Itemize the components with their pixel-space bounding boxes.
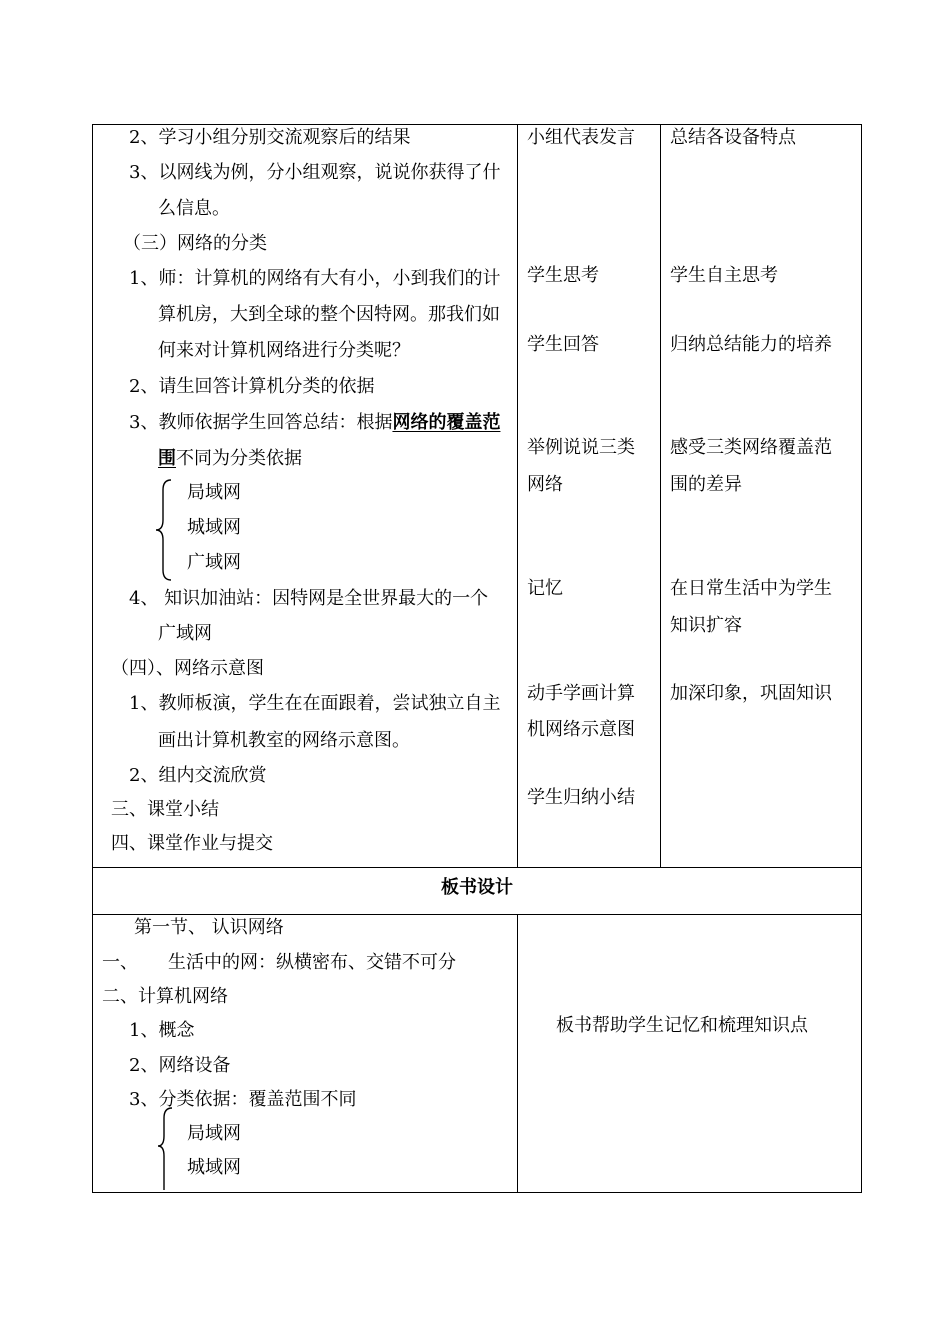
section-heading: 四、课堂作业与提交 bbox=[111, 833, 273, 854]
board-column-divider bbox=[517, 914, 518, 1193]
activity-line: 2、学习小组分别交流观察后的结果 bbox=[129, 127, 411, 148]
table-border-right bbox=[861, 124, 862, 1193]
activity-line: 广域网 bbox=[158, 623, 212, 644]
design-intent: 归纳总结能力的培养 bbox=[670, 334, 832, 355]
activity-line bbox=[158, 447, 302, 471]
student-activity: 网络 bbox=[527, 474, 563, 495]
row-divider-header-bottom bbox=[92, 914, 862, 915]
student-activity: 学生回答 bbox=[527, 334, 599, 355]
activity-line: 2、请生回答计算机分类的依据 bbox=[129, 376, 375, 397]
table-border-bottom bbox=[92, 1192, 862, 1193]
board-line: 第一节、 认识网络 bbox=[134, 917, 284, 938]
board-design-header: 板书设计 bbox=[441, 877, 513, 898]
activity-text: 不同为分类依据 bbox=[176, 448, 302, 469]
student-activity: 举例说说三类 bbox=[527, 437, 635, 458]
student-activity: 动手学画计算 bbox=[527, 683, 635, 704]
board-line: 2、网络设备 bbox=[129, 1055, 231, 1076]
activity-text: 3、教师依据学生回答总结：根据 bbox=[129, 412, 393, 433]
row-divider-header-top bbox=[92, 867, 862, 868]
activity-line: 么信息。 bbox=[158, 198, 230, 219]
emphasis-text: 围 bbox=[158, 448, 176, 469]
table-border-top bbox=[92, 124, 862, 125]
network-type: 城域网 bbox=[187, 1157, 241, 1178]
section-heading: （四）、网络示意图 bbox=[111, 658, 264, 679]
network-type: 广域网 bbox=[187, 552, 241, 573]
design-intent: 感受三类网络覆盖范 bbox=[670, 437, 832, 458]
table-border-left bbox=[92, 124, 93, 1193]
design-intent: 学生自主思考 bbox=[670, 265, 778, 286]
design-intent: 总结各设备特点 bbox=[670, 127, 796, 148]
board-note: 板书帮助学生记忆和梳理知识点 bbox=[556, 1015, 808, 1036]
section-heading: （三）网络的分类 bbox=[123, 233, 267, 254]
curly-brace-icon bbox=[154, 478, 174, 582]
activity-line: 3、以网线为例，分小组观察，说说你获得了什 bbox=[129, 162, 501, 183]
network-type: 局域网 bbox=[187, 482, 241, 503]
activity-line: 算机房，大到全球的整个因特网。那我们如 bbox=[158, 304, 500, 325]
activity-line bbox=[129, 411, 500, 435]
column-divider-2 bbox=[660, 124, 661, 868]
emphasis-text: 网络的覆盖范 bbox=[392, 412, 501, 433]
curly-brace-icon bbox=[156, 1106, 174, 1192]
design-intent: 知识扩容 bbox=[670, 615, 742, 636]
board-line: 生活中的网：纵横密布、交错不可分 bbox=[168, 952, 456, 973]
network-type: 城域网 bbox=[187, 517, 241, 538]
design-intent: 加深印象，巩固知识 bbox=[670, 683, 832, 704]
student-activity: 记忆 bbox=[527, 578, 563, 599]
column-divider-1 bbox=[517, 124, 518, 868]
section-heading: 三、课堂小结 bbox=[111, 799, 219, 820]
board-line: 二、计算机网络 bbox=[102, 986, 228, 1007]
network-type: 局域网 bbox=[187, 1123, 241, 1144]
activity-line: 画出计算机教室的网络示意图。 bbox=[158, 730, 410, 751]
board-line: 3、分类依据：覆盖范围不同 bbox=[129, 1089, 357, 1110]
board-line: 1、概念 bbox=[129, 1020, 195, 1041]
design-intent: 在日常生活中为学生 bbox=[670, 578, 832, 599]
activity-line: 何来对计算机网络进行分类呢？ bbox=[158, 340, 410, 361]
board-line-number: 一、 bbox=[102, 952, 138, 973]
student-activity: 学生思考 bbox=[527, 265, 599, 286]
student-activity: 机网络示意图 bbox=[527, 719, 635, 740]
activity-line: 1、教师板演，学生在在面跟着，尝试独立自主 bbox=[129, 693, 501, 714]
activity-line: 4、 知识加油站：因特网是全世界最大的一个 bbox=[129, 588, 489, 609]
activity-line: 2、组内交流欣赏 bbox=[129, 765, 267, 786]
student-activity: 学生归纳小结 bbox=[527, 787, 635, 808]
activity-line: 1、师：计算机的网络有大有小，小到我们的计 bbox=[129, 268, 501, 289]
student-activity: 小组代表发言 bbox=[527, 127, 635, 148]
design-intent: 围的差异 bbox=[670, 474, 742, 495]
